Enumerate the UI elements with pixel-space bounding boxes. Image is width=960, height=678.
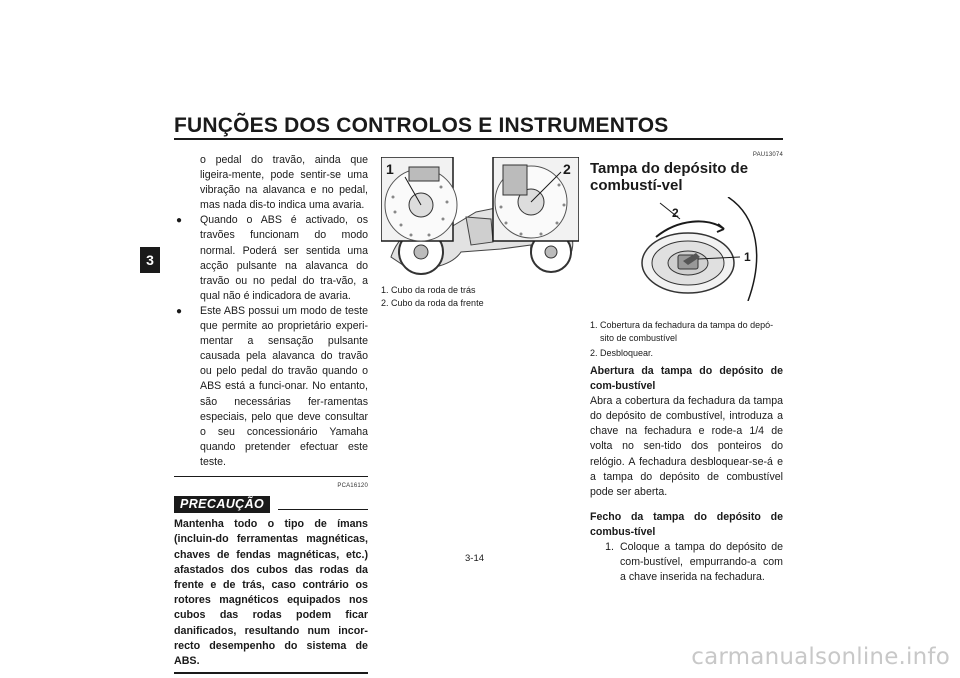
caution-code: PCA16120 bbox=[337, 482, 368, 489]
section-code: PAU13074 bbox=[752, 152, 783, 158]
caution-label: PRECAUÇÃO bbox=[174, 496, 270, 513]
fuel-cap-illustration bbox=[628, 197, 764, 301]
step-item bbox=[590, 540, 783, 585]
caption-item: 1. Cubo da roda de trás bbox=[381, 285, 476, 295]
divider bbox=[278, 509, 368, 510]
open-paragraph: Abra a cobertura da fechadura da tampa do depósito de combustível, introduza a chave na fechadura e rode-a 1/4 de volta no sen-tido dos ponteiros do relógio. A fechadura desbloquear-se-á e a tampa do depósito de combustível pode ser aberta. bbox=[590, 395, 783, 498]
wheel-hub-figure bbox=[381, 157, 579, 278]
intro-paragraph: o pedal do travão, ainda que ligeira-mente, pode sentir-se uma vibração na alavanca e no pedal, mas nada dis-to indica uma avaria. bbox=[200, 154, 368, 212]
page-title: FUNÇÕES DOS CONTROLOS E INSTRUMENTOS bbox=[174, 114, 669, 137]
caption-item: 1. Cobertura da fechadura da tampa do depó-sito de combustível bbox=[590, 320, 774, 343]
title-rule bbox=[174, 138, 783, 140]
bullet-icon: ● bbox=[176, 215, 183, 227]
step-text: Coloque a tampa do depósito de com-bustível, empurrando-a com a chave inserida na fechadura. bbox=[620, 541, 783, 584]
section-heading: Tampa do depósito de combustí-vel bbox=[590, 160, 749, 194]
fuel-cap-figure bbox=[628, 197, 764, 301]
caution-text: Mantenha todo o tipo de ímans (incluin-do ferramentas magnéticas, chaves de fendas magnéticas, etc.) afastados dos cubos das rodas da frente e de trás, caso contrário os rotores magnéticos equipados nos cubos das rodas podem ficar danificados, resultando num incor-recto desempenho do sistema de ABS. bbox=[174, 518, 368, 667]
step-number: 1. bbox=[605, 541, 614, 554]
watermark: carmanualsonline.info bbox=[691, 644, 950, 670]
fuel-cap-captions bbox=[590, 319, 780, 360]
figure-label-1: 1 bbox=[744, 250, 751, 264]
left-column bbox=[174, 153, 368, 674]
figure-label-2: 2 bbox=[563, 161, 571, 177]
bullet-item: ● Este ABS possui um modo de teste que permite ao proprietário experi-mentar a sensação pulsante causada pela alavanca do travão ou pelo pedal do travão quando o ABS está a funci-onar. No entanto, são necessárias fer-ramentas especiais, pelo que deve consultar o seu concessionário Yamaha quando pretender efectuar este teste. bbox=[174, 304, 368, 470]
divider bbox=[174, 672, 368, 674]
figure-captions bbox=[381, 284, 581, 310]
caution-header bbox=[174, 496, 368, 513]
chapter-tab: 3 bbox=[140, 247, 160, 273]
close-heading: Fecho da tampa do depósito de combus-tível bbox=[590, 510, 783, 538]
caption-item: 2. Cubo da roda da frente bbox=[381, 298, 484, 308]
page-number: 3-14 bbox=[465, 553, 485, 564]
right-column bbox=[590, 152, 783, 194]
motorcycle-illustration bbox=[381, 157, 579, 278]
bullet-item: ● Quando o ABS é activado, os travões funcionam do modo normal. Poderá ser sentida uma acção pulsante na alavanca do travão ou no pedal do tra-vão, a qual não é indicadora de avaria. bbox=[174, 213, 368, 304]
fuel-cap-text bbox=[590, 364, 783, 585]
figure-label-1: 1 bbox=[386, 161, 394, 177]
open-heading: Abertura da tampa do depósito de com-bustível bbox=[590, 365, 783, 393]
figure-label-2: 2 bbox=[672, 206, 679, 220]
bullet-icon: ● bbox=[176, 305, 183, 317]
divider bbox=[174, 476, 368, 477]
caption-item: 2. Desbloquear. bbox=[590, 348, 654, 358]
